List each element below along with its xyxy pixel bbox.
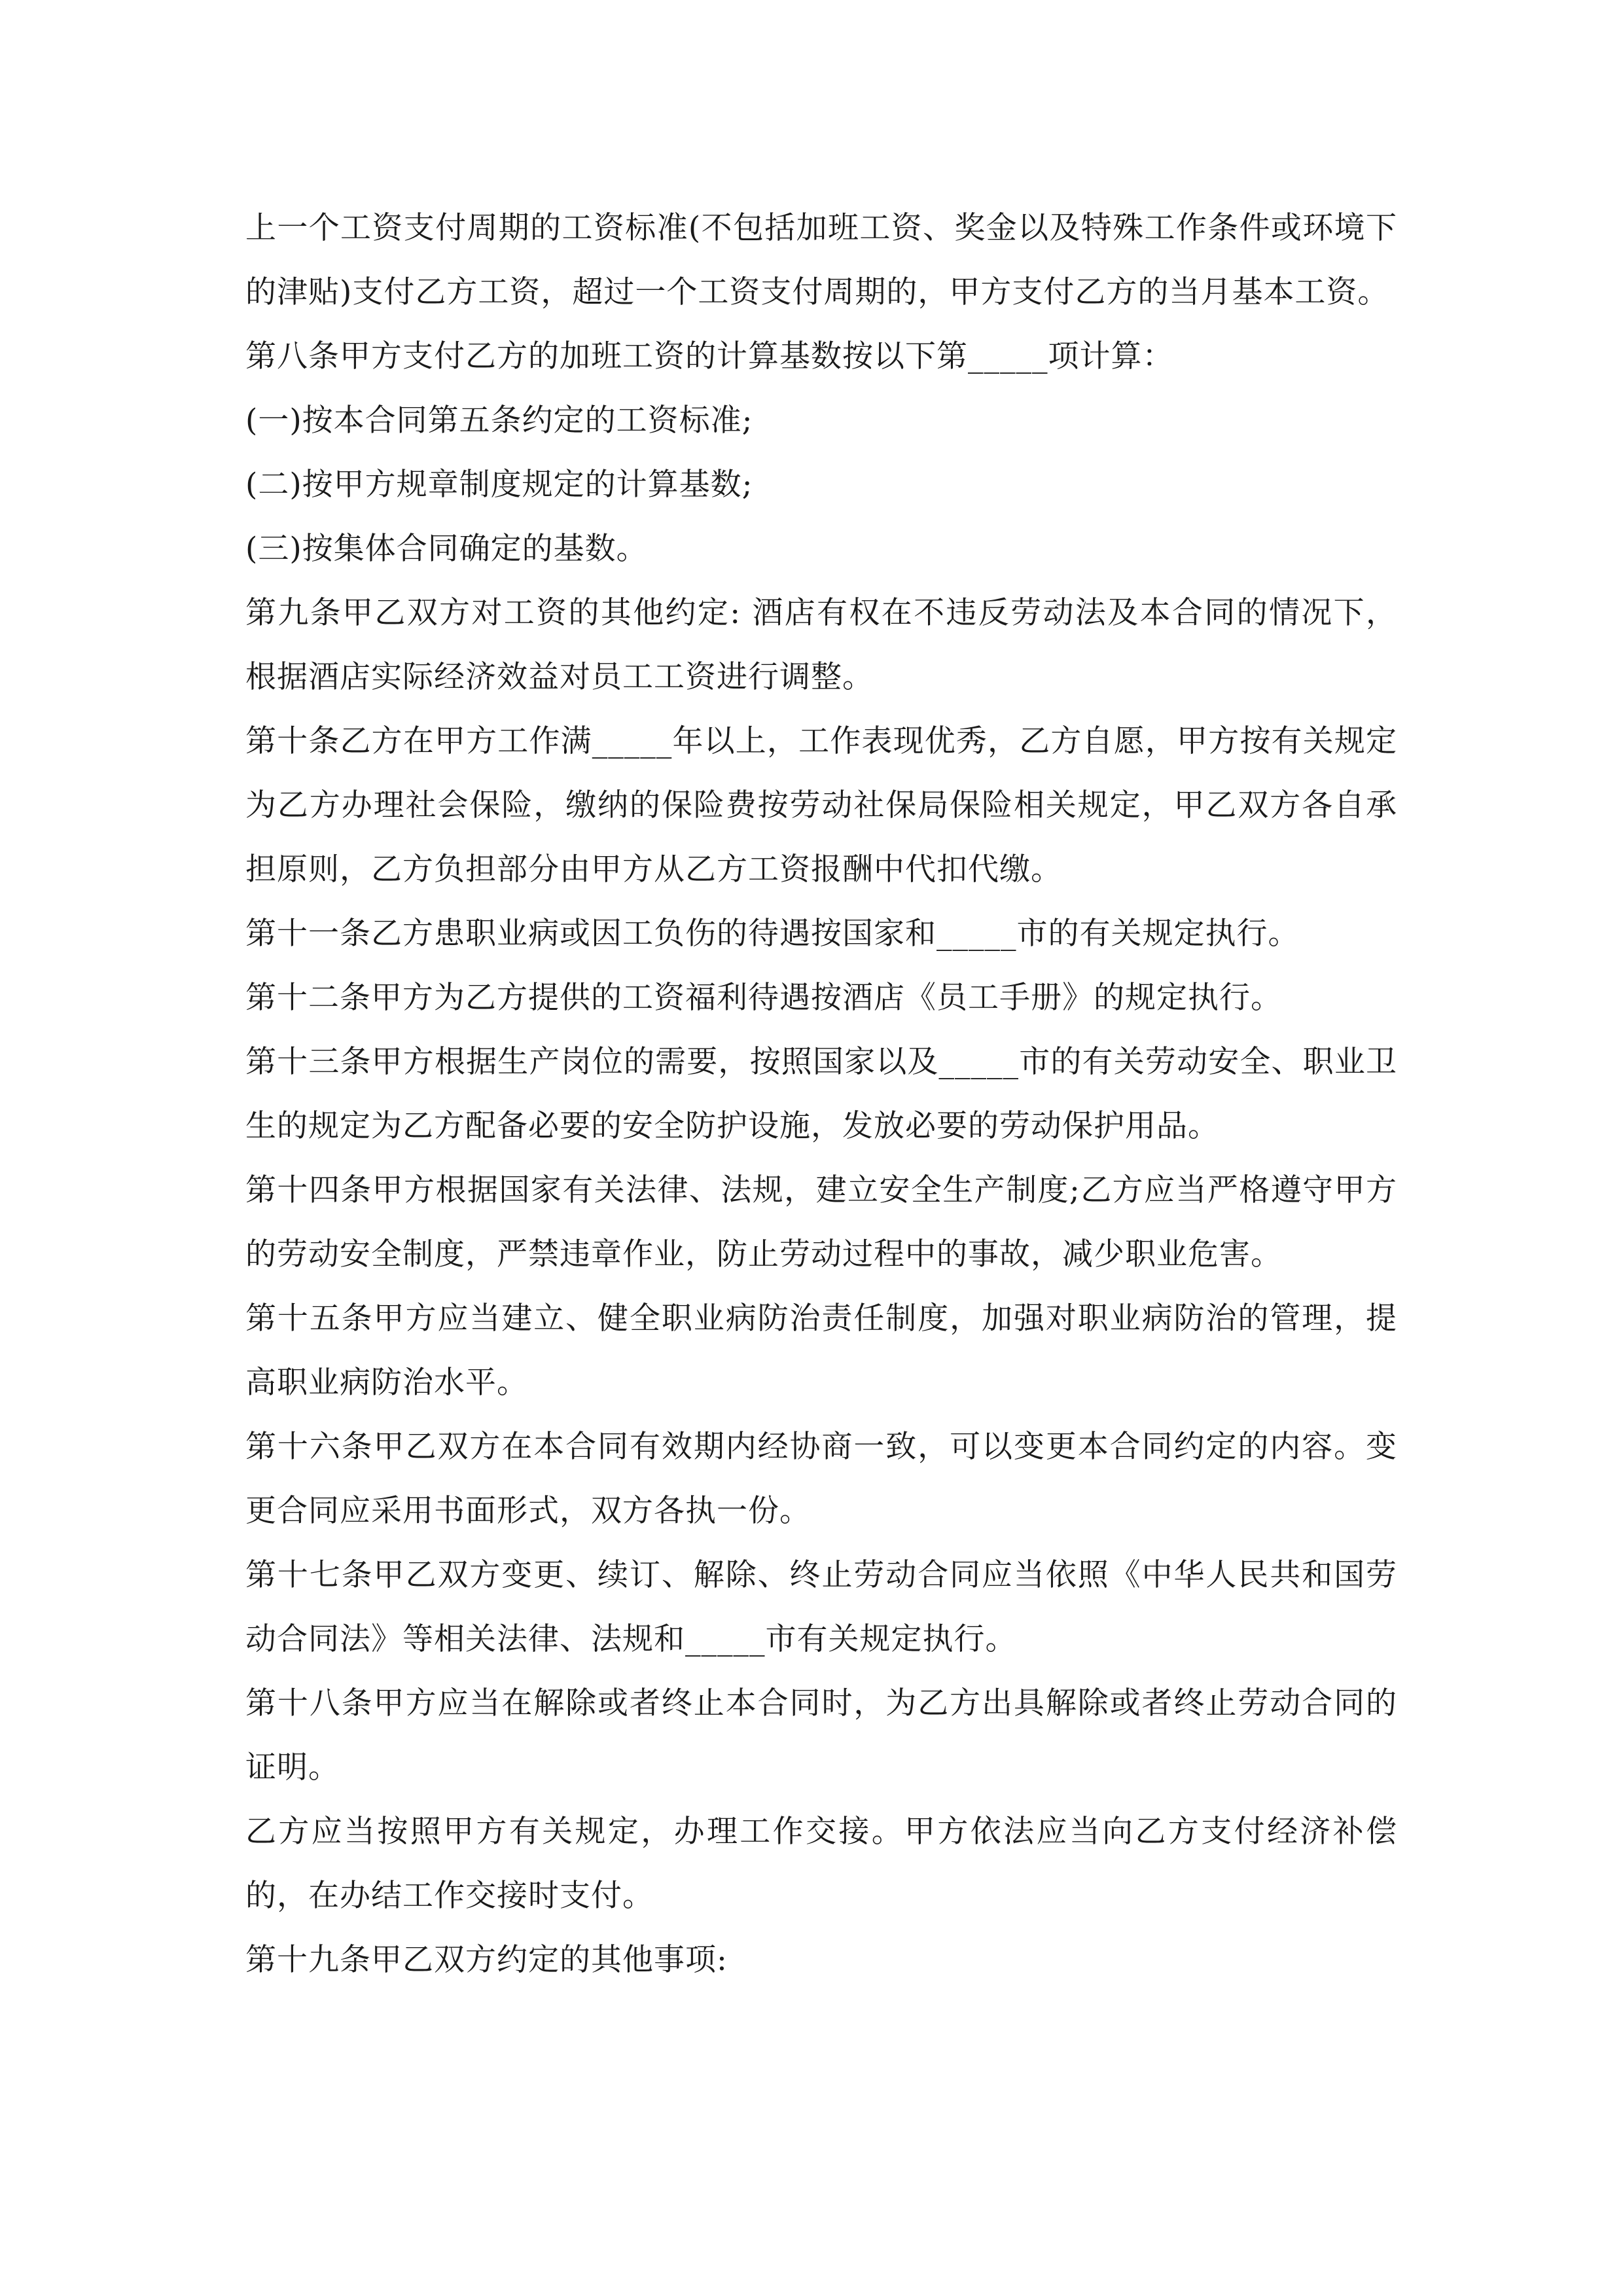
paragraph-wage-standard: 上一个工资支付周期的工资标准(不包括加班工资、奖金以及特殊工作条件或环境下的津贴)支付乙方工资，超过一个工资支付周期的，甲方支付乙方的当月基本工资。: [245, 210, 1397, 310]
paragraph-work-handover: 乙方应当按照甲方有关规定，办理工作交接。甲方依法应当向乙方支付经济补偿的，在办结工作交接时支付。: [245, 1814, 1397, 1914]
paragraph-article-12: 第十二条甲方为乙方提供的工资福利待遇按酒店《员工手册》的规定执行。: [245, 980, 1282, 1016]
document-body: [245, 196, 1397, 1992]
paragraph-article-11: 第十一条乙方患职业病或因工负伤的待遇按国家和_____市的有关规定执行。: [245, 916, 1300, 952]
paragraph-article-9: 第九条甲乙双方对工资的其他约定: 酒店有权在不违反劳动法及本合同的情况下，根据酒店实际经济效益对员工工资进行调整。: [245, 595, 1397, 695]
paragraph-article-8-item-1: (一)按本合同第五条约定的工资标准;: [245, 403, 753, 439]
paragraph-article-19: 第十九条甲乙双方约定的其他事项:: [245, 1942, 728, 1978]
paragraph-article-15: 第十五条甲方应当建立、健全职业病防治责任制度，加强对职业病防治的管理，提高职业病防治水平。: [245, 1300, 1397, 1401]
paragraph-article-8-item-3: (三)按集体合同确定的基数。: [245, 531, 648, 567]
paragraph-article-8-item-2: (二)按甲方规章制度规定的计算基数;: [245, 467, 753, 503]
paragraph-article-10: 第十条乙方在甲方工作满_____年以上，工作表现优秀，乙方自愿，甲方按有关规定为乙方办理社会保险，缴纳的保险费按劳动社保局保险相关规定，甲乙双方各自承担原则，乙方负担部分由甲方从乙方工资报酬中代扣代缴。: [245, 723, 1397, 888]
paragraph-article-14: 第十四条甲方根据国家有关法律、法规，建立安全生产制度;乙方应当严格遵守甲方的劳动安全制度，严禁违章作业，防止劳动过程中的事故，减少职业危害。: [245, 1172, 1397, 1272]
paragraph-article-17: 第十七条甲乙双方变更、续订、解除、终止劳动合同应当依照《中华人民共和国劳动合同法》等相关法律、法规和_____市有关规定执行。: [245, 1557, 1397, 1657]
paragraph-article-18: 第十八条甲方应当在解除或者终止本合同时，为乙方出具解除或者终止劳动合同的证明。: [245, 1685, 1397, 1785]
paragraph-article-16: 第十六条甲乙双方在本合同有效期内经协商一致，可以变更本合同约定的内容。变更合同应采用书面形式，双方各执一份。: [245, 1429, 1397, 1529]
paragraph-article-8: 第八条甲方支付乙方的加班工资的计算基数按以下第_____项计算：: [245, 338, 1174, 374]
paragraph-article-13: 第十三条甲方根据生产岗位的需要，按照国家以及_____市的有关劳动安全、职业卫生的规定为乙方配备必要的安全防护设施，发放必要的劳动保护用品。: [245, 1044, 1397, 1144]
